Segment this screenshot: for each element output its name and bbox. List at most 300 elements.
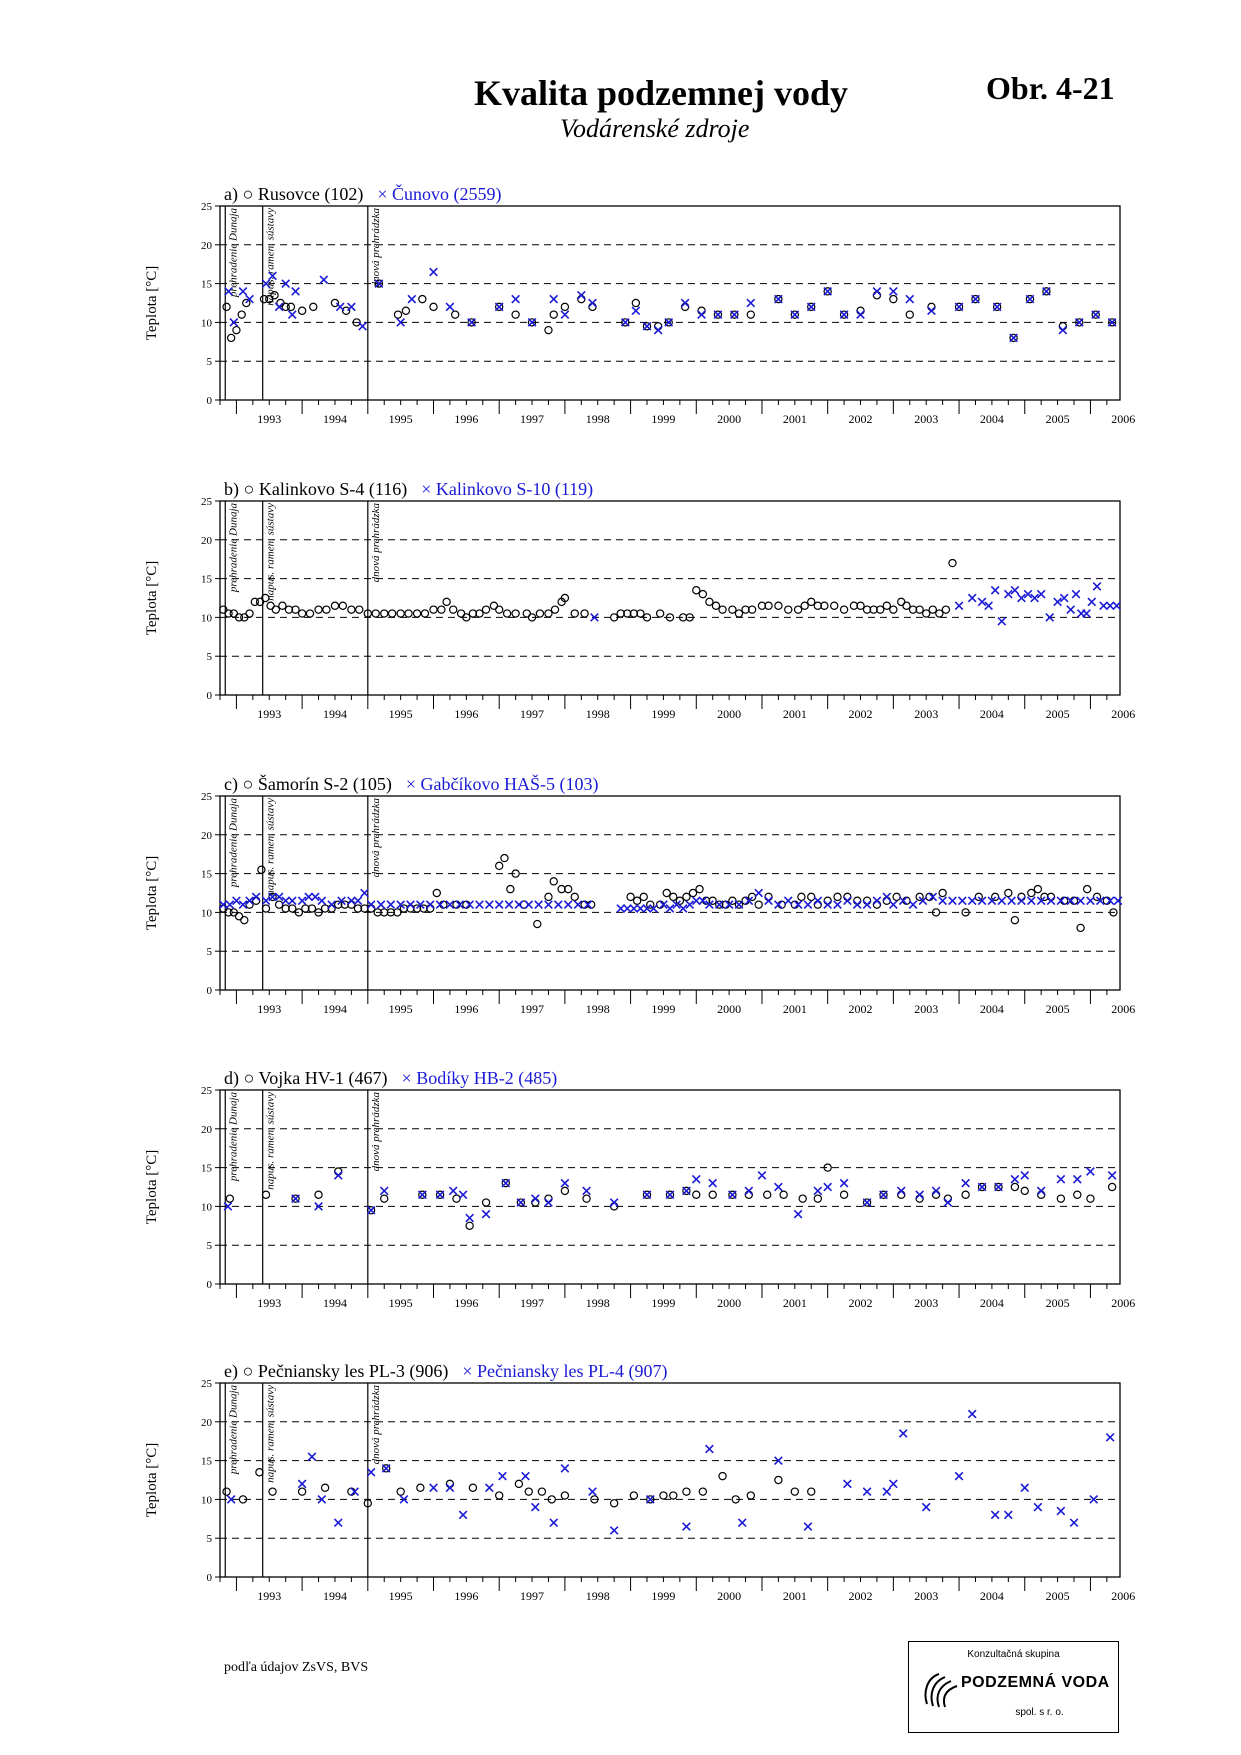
- data-point-circle: [538, 1488, 545, 1495]
- y-axis-label: Teplota [°C]: [144, 1442, 160, 1518]
- x-tick-label: 1999: [651, 707, 676, 721]
- x-tick-label: 1995: [388, 412, 413, 426]
- data-point-circle: [1011, 1183, 1018, 1190]
- data-point-circle: [571, 610, 578, 617]
- data-point-x: [775, 901, 783, 909]
- x-tick-label: 2002: [848, 707, 873, 721]
- event-label: napus. ramen. sústavy: [264, 1385, 277, 1483]
- y-tick-label: 20: [201, 239, 212, 252]
- data-point-circle: [698, 307, 705, 314]
- data-point-circle: [1059, 323, 1066, 330]
- data-point-x: [449, 1187, 457, 1195]
- y-tick-label: 25: [201, 496, 212, 508]
- data-point-circle: [466, 1222, 473, 1229]
- x-tick-label: 2001: [782, 412, 807, 426]
- data-point-x: [959, 897, 967, 905]
- data-point-circle: [545, 1195, 552, 1202]
- x-tick-label: 1997: [520, 412, 545, 426]
- data-point-x: [1087, 1168, 1095, 1176]
- data-point-x: [367, 901, 375, 909]
- data-point-circle: [944, 1195, 951, 1202]
- data-point-x: [929, 893, 937, 901]
- legend-series-2: Bodíky HB-2 (485): [416, 1068, 558, 1088]
- data-point-x: [351, 1488, 359, 1496]
- data-point-circle: [223, 1488, 230, 1495]
- data-point-x: [643, 322, 651, 330]
- data-point-x: [968, 897, 976, 905]
- data-point-x: [1059, 326, 1067, 334]
- event-label: prehradenie Dunaja: [227, 798, 240, 888]
- data-point-circle: [339, 602, 346, 609]
- y-tick-label: 20: [201, 534, 212, 547]
- data-point-circle: [729, 606, 736, 613]
- wave-logo-icon: [921, 1668, 963, 1710]
- data-point-x: [755, 889, 763, 897]
- x-tick-label: 1996: [454, 707, 479, 721]
- legend-series-1: Šamorín S-2 (105): [257, 774, 392, 794]
- data-point-circle: [272, 606, 279, 613]
- data-point-circle: [450, 606, 457, 613]
- y-tick-label: 25: [201, 201, 212, 213]
- x-tick-label: 2003: [914, 412, 939, 426]
- data-point-x: [318, 897, 326, 905]
- data-point-circle: [1018, 893, 1025, 900]
- data-point-x: [968, 1410, 976, 1418]
- data-point-x: [804, 1523, 812, 1531]
- data-point-circle: [640, 893, 647, 900]
- data-point-x: [292, 1195, 300, 1203]
- data-point-x: [824, 288, 832, 296]
- company-logo: [908, 1641, 1119, 1733]
- legend-series-2: Čunovo (2559): [392, 184, 502, 204]
- data-point-x: [308, 1453, 316, 1461]
- data-point-circle: [1005, 889, 1012, 896]
- data-point-x: [226, 901, 234, 909]
- data-point-circle: [381, 1195, 388, 1202]
- data-point-x: [890, 901, 898, 909]
- x-tick-label: 2001: [782, 1589, 807, 1603]
- data-point-x: [1018, 897, 1026, 905]
- data-point-circle: [632, 299, 639, 306]
- data-point-x: [298, 897, 306, 905]
- y-tick-label: 0: [206, 1279, 212, 1291]
- data-point-circle: [693, 1191, 700, 1198]
- event-label: prehradenie Dunaja: [227, 1385, 240, 1475]
- y-tick-label: 5: [206, 651, 212, 664]
- x-tick-label: 1994: [322, 1002, 347, 1016]
- data-point-circle: [335, 1168, 342, 1175]
- data-point-circle: [226, 1195, 233, 1202]
- x-tick-label: 1994: [322, 1589, 347, 1603]
- data-point-circle: [256, 1469, 263, 1476]
- data-point-x: [252, 893, 260, 901]
- x-tick-label: 1996: [454, 412, 479, 426]
- x-tick-label: 2004: [979, 1296, 1004, 1310]
- x-tick-label: 1997: [520, 1589, 545, 1603]
- data-point-circle: [791, 1488, 798, 1495]
- event-label: dnová prehrádzka: [369, 503, 382, 583]
- data-point-x: [745, 1187, 753, 1195]
- data-point-x: [578, 291, 586, 299]
- data-point-x: [288, 897, 296, 905]
- y-tick-label: 20: [201, 1416, 212, 1429]
- event-label: prehradenie Dunaja: [227, 1092, 240, 1182]
- data-point-x: [978, 1183, 986, 1191]
- data-point-x: [978, 598, 986, 606]
- data-point-circle: [276, 901, 283, 908]
- event-label: prehradenie Dunaja: [227, 503, 240, 593]
- data-point-x: [897, 1187, 905, 1195]
- x-tick-label: 2000: [717, 1589, 742, 1603]
- data-point-x: [1106, 1434, 1114, 1442]
- panel-letter: c): [224, 774, 243, 794]
- data-point-circle: [683, 1488, 690, 1495]
- y-tick-label: 10: [201, 1201, 212, 1214]
- data-point-x: [873, 897, 881, 905]
- x-tick-label: 2005: [1045, 707, 1070, 721]
- data-point-x: [233, 897, 241, 905]
- data-point-circle: [269, 1488, 276, 1495]
- data-point-circle: [696, 886, 703, 893]
- y-tick-label: 25: [201, 1378, 212, 1390]
- data-point-x: [502, 1179, 510, 1187]
- panel-title: [224, 1361, 667, 1382]
- legend-marker-circle: ○: [242, 1361, 258, 1381]
- data-point-x: [446, 303, 454, 311]
- data-point-circle: [942, 606, 949, 613]
- data-point-x: [535, 901, 543, 909]
- data-point-x: [1083, 610, 1091, 618]
- data-point-circle: [402, 307, 409, 314]
- data-point-circle: [949, 559, 956, 566]
- data-point-x: [311, 893, 319, 901]
- event-label: napus. ramen. sústavy: [264, 208, 277, 306]
- y-tick-label: 5: [206, 1240, 212, 1253]
- data-point-x: [1060, 594, 1068, 602]
- x-tick-label: 1998: [585, 707, 610, 721]
- data-point-circle: [693, 587, 700, 594]
- data-point-x: [794, 1210, 802, 1218]
- legend-marker-x: ×: [405, 774, 421, 794]
- data-point-circle: [561, 1187, 568, 1194]
- logo-bottom-text: spol. s r. o.: [1015, 1707, 1064, 1718]
- data-point-x: [804, 901, 812, 909]
- y-axis-label: Teplota [°C]: [144, 855, 160, 931]
- data-point-x: [932, 1187, 940, 1195]
- data-point-circle: [322, 1484, 329, 1491]
- x-tick-label: 2000: [717, 412, 742, 426]
- data-point-circle: [939, 889, 946, 896]
- panel-title: [224, 479, 593, 500]
- data-point-circle: [745, 1191, 752, 1198]
- data-point-circle: [551, 606, 558, 613]
- data-point-x: [949, 897, 957, 905]
- legend-series-1: Vojka HV-1 (467): [258, 1068, 388, 1088]
- data-point-x: [709, 1179, 717, 1187]
- data-point-circle: [348, 606, 355, 613]
- data-point-x: [906, 295, 914, 303]
- data-point-x: [840, 1179, 848, 1187]
- data-point-x: [853, 901, 861, 909]
- data-point-x: [814, 897, 822, 905]
- data-point-circle: [571, 893, 578, 900]
- data-point-circle: [430, 606, 437, 613]
- data-point-circle: [532, 1199, 539, 1206]
- data-point-circle: [854, 897, 861, 904]
- x-tick-label: 1996: [454, 1002, 479, 1016]
- y-axis-label: Teplota [°C]: [144, 265, 160, 341]
- y-tick-label: 20: [201, 1123, 212, 1136]
- data-point-x: [765, 897, 773, 905]
- y-tick-label: 0: [206, 395, 212, 407]
- data-point-circle: [496, 606, 503, 613]
- data-point-circle: [394, 311, 401, 318]
- data-point-x: [517, 1199, 525, 1207]
- y-tick-label: 15: [201, 1162, 212, 1175]
- data-point-circle: [578, 296, 585, 303]
- data-point-x: [583, 1187, 591, 1195]
- data-point-x: [899, 897, 907, 905]
- x-tick-label: 1999: [651, 1589, 676, 1603]
- data-point-circle: [381, 610, 388, 617]
- data-point-circle: [512, 311, 519, 318]
- x-tick-label: 1994: [322, 1296, 347, 1310]
- y-tick-label: 15: [201, 1455, 212, 1468]
- x-tick-label: 1995: [388, 707, 413, 721]
- x-tick-label: 1999: [651, 1296, 676, 1310]
- data-point-circle: [287, 303, 294, 310]
- y-tick-label: 10: [201, 907, 212, 920]
- event-label: napus. ramen. sústavy: [264, 503, 277, 601]
- panel-title: [224, 1068, 557, 1089]
- data-point-circle: [228, 334, 235, 341]
- panel-title: [224, 183, 502, 205]
- data-point-circle: [253, 897, 260, 904]
- data-point-circle: [890, 296, 897, 303]
- x-tick-label: 1993: [257, 1002, 282, 1016]
- data-point-x: [834, 901, 842, 909]
- data-point-circle: [755, 901, 762, 908]
- data-point-circle: [657, 610, 664, 617]
- data-point-x: [955, 602, 963, 610]
- data-point-x: [944, 1199, 952, 1207]
- data-point-circle: [1021, 1187, 1028, 1194]
- data-point-circle: [238, 311, 245, 318]
- page-subtitle: Vodárenské zdroje: [560, 114, 750, 143]
- data-point-circle: [1109, 1183, 1116, 1190]
- data-point-x: [955, 1472, 963, 1480]
- y-axis-label: Teplota [°C]: [144, 560, 160, 636]
- data-point-x: [584, 901, 592, 909]
- data-point-circle: [824, 897, 831, 904]
- x-tick-label: 2006: [1111, 412, 1136, 426]
- data-point-x: [807, 303, 815, 311]
- data-point-x: [1005, 1511, 1013, 1519]
- data-point-x: [699, 897, 707, 905]
- data-point-x: [334, 1172, 342, 1180]
- data-point-x: [991, 586, 999, 594]
- data-point-x: [731, 311, 739, 319]
- y-tick-label: 10: [201, 1494, 212, 1507]
- x-tick-label: 1998: [585, 412, 610, 426]
- x-tick-label: 1998: [585, 1296, 610, 1310]
- data-point-x: [1010, 334, 1018, 342]
- data-point-circle: [923, 610, 930, 617]
- data-point-x: [1008, 897, 1016, 905]
- x-tick-label: 1994: [322, 412, 347, 426]
- data-point-circle: [1028, 889, 1035, 896]
- data-point-circle: [670, 1492, 677, 1499]
- legend-marker-x: ×: [421, 479, 436, 499]
- data-point-x: [863, 1199, 871, 1207]
- data-point-x: [1021, 1484, 1029, 1492]
- data-point-circle: [844, 893, 851, 900]
- data-point-x: [899, 1430, 907, 1438]
- data-point-x: [446, 1484, 454, 1492]
- data-point-circle: [683, 893, 690, 900]
- x-tick-label: 2002: [848, 1296, 873, 1310]
- data-point-x: [545, 1199, 553, 1207]
- y-tick-label: 10: [201, 612, 212, 625]
- data-point-circle: [452, 311, 459, 318]
- data-point-x: [784, 897, 792, 905]
- data-point-x: [666, 1191, 674, 1199]
- data-point-x: [928, 307, 936, 315]
- data-point-circle: [906, 311, 913, 318]
- data-point-circle: [1011, 917, 1018, 924]
- data-point-x: [1114, 897, 1122, 905]
- data-point-x: [1106, 897, 1114, 905]
- x-tick-label: 2006: [1111, 1002, 1136, 1016]
- event-label: dnová prehrádzka: [369, 1092, 382, 1172]
- data-point-circle: [630, 1492, 637, 1499]
- data-point-circle: [712, 602, 719, 609]
- chart-panel-3: [144, 773, 1135, 1016]
- data-point-x: [348, 897, 356, 905]
- data-point-x: [873, 288, 881, 296]
- data-point-x: [561, 1179, 569, 1187]
- data-point-x: [775, 1183, 783, 1191]
- data-point-x: [1026, 295, 1034, 303]
- data-point-x: [419, 1191, 427, 1199]
- data-point-circle: [507, 886, 514, 893]
- data-point-x: [1005, 590, 1013, 598]
- data-point-x: [1073, 1175, 1081, 1183]
- data-point-circle: [898, 1191, 905, 1198]
- data-point-x: [459, 1511, 467, 1519]
- data-point-circle: [443, 598, 450, 605]
- data-point-x: [683, 1187, 691, 1195]
- x-tick-label: 1993: [257, 707, 282, 721]
- legend-series-1: Kalinkovo S-4 (116): [258, 479, 408, 499]
- legend-marker-circle: ○: [243, 479, 259, 499]
- data-point-x: [466, 1214, 474, 1222]
- data-point-circle: [262, 905, 269, 912]
- data-point-circle: [785, 606, 792, 613]
- y-tick-label: 20: [201, 829, 212, 842]
- data-point-x: [1054, 598, 1062, 606]
- data-point-circle: [356, 606, 363, 613]
- x-tick-label: 1997: [520, 1296, 545, 1310]
- data-point-x: [857, 311, 865, 319]
- data-point-x: [729, 1191, 737, 1199]
- data-point-x: [972, 295, 980, 303]
- data-point-x: [747, 299, 755, 307]
- data-point-circle: [389, 610, 396, 617]
- data-point-circle: [670, 893, 677, 900]
- data-point-circle: [246, 901, 253, 908]
- data-point-x: [610, 1527, 618, 1535]
- data-point-x: [430, 1484, 438, 1492]
- data-point-x: [660, 901, 668, 909]
- data-point-x: [998, 897, 1006, 905]
- data-point-circle: [545, 327, 552, 334]
- data-point-x: [643, 1191, 651, 1199]
- data-point-x: [681, 299, 689, 307]
- x-tick-label: 1997: [520, 1002, 545, 1016]
- data-point-circle: [262, 1191, 269, 1198]
- data-point-x: [1037, 590, 1045, 598]
- x-tick-label: 2004: [979, 1002, 1004, 1016]
- legend-marker-x: ×: [401, 1068, 417, 1088]
- data-point-circle: [709, 1191, 716, 1198]
- data-point-circle: [655, 323, 662, 330]
- data-point-x: [359, 322, 367, 330]
- data-point-circle: [780, 1191, 787, 1198]
- plot-frame: [220, 1383, 1120, 1577]
- data-point-circle: [589, 303, 596, 310]
- data-point-circle: [801, 602, 808, 609]
- data-point-x: [698, 311, 706, 319]
- y-tick-label: 15: [201, 278, 212, 291]
- event-label: prehradenie Dunaja: [227, 208, 240, 298]
- data-point-circle: [405, 610, 412, 617]
- panel-letter: a): [224, 184, 243, 204]
- x-tick-label: 2003: [914, 1296, 939, 1310]
- data-point-circle: [233, 327, 240, 334]
- data-point-circle: [561, 1492, 568, 1499]
- data-point-circle: [863, 897, 870, 904]
- data-point-x: [305, 893, 313, 901]
- legend-series-1: Rusovce (102): [257, 184, 364, 204]
- data-point-x: [564, 901, 572, 909]
- x-tick-label: 2005: [1045, 412, 1070, 426]
- data-point-circle: [550, 311, 557, 318]
- data-point-circle: [916, 1195, 923, 1202]
- x-tick-label: 2006: [1111, 1296, 1136, 1310]
- data-point-x: [632, 307, 640, 315]
- data-point-x: [1088, 598, 1096, 606]
- data-point-circle: [814, 901, 821, 908]
- data-point-x: [714, 311, 722, 319]
- data-point-circle: [417, 1484, 424, 1491]
- data-point-x: [666, 905, 674, 913]
- data-point-x: [545, 901, 553, 909]
- data-point-x: [1034, 1503, 1042, 1511]
- y-axis-label: Teplota [°C]: [144, 1149, 160, 1225]
- data-point-circle: [419, 296, 426, 303]
- data-point-x: [883, 893, 891, 901]
- data-point-circle: [496, 862, 503, 869]
- data-point-x: [486, 1484, 494, 1492]
- data-point-circle: [929, 606, 936, 613]
- data-point-x: [1018, 594, 1026, 602]
- data-point-circle: [299, 307, 306, 314]
- data-point-x: [844, 1480, 852, 1488]
- data-point-circle: [719, 606, 726, 613]
- x-tick-label: 2002: [848, 412, 873, 426]
- data-point-x: [1108, 1172, 1116, 1180]
